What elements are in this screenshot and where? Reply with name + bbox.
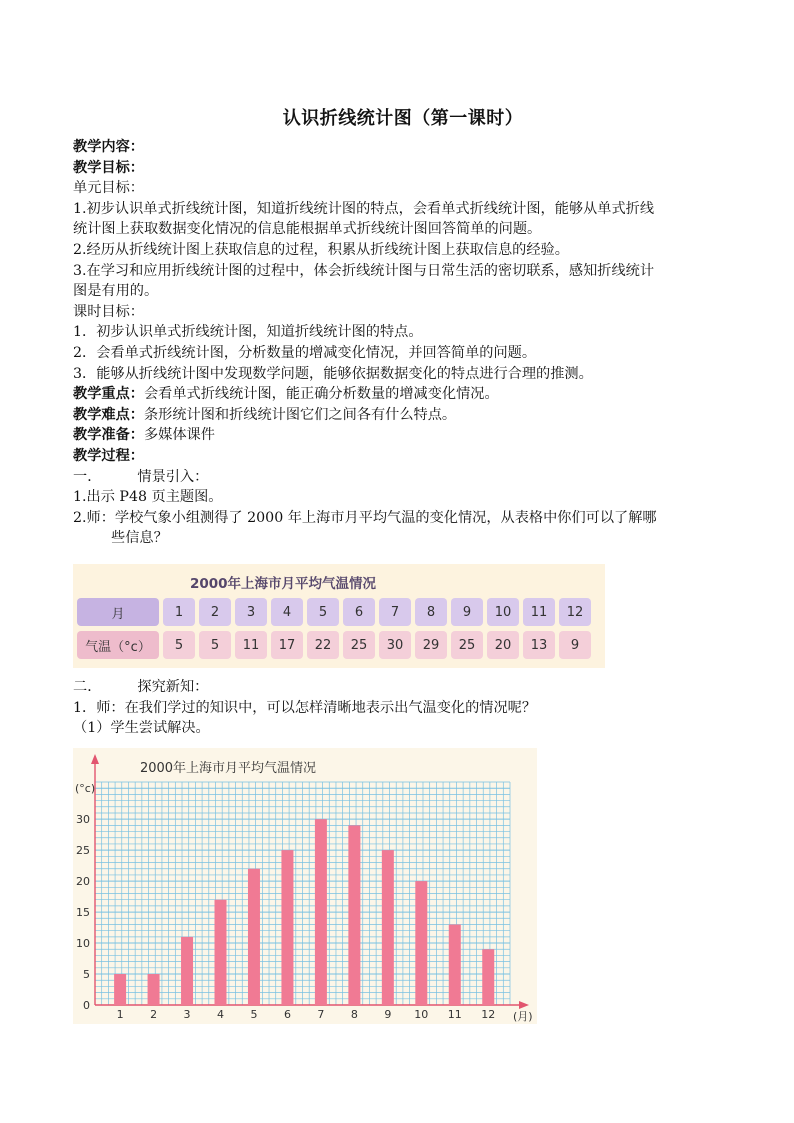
table-cell-month: 6 [343, 598, 375, 626]
table-cell-month: 3 [235, 598, 267, 626]
table-cell-month: 9 [451, 598, 483, 626]
x-tick-label: 6 [283, 1008, 291, 1021]
key-point-text: 会看单式折线统计图，能正确分析数量的增减变化情况。 [143, 386, 499, 403]
table-cell-month: 11 [523, 598, 555, 626]
table-row-label-month: 月 [77, 598, 159, 626]
table-cell-temperature: 25 [451, 631, 483, 659]
x-tick-label: 11 [447, 1008, 462, 1021]
document-title: 认识折线统计图（第一课时） [282, 108, 524, 129]
bar [348, 825, 360, 1005]
section-1-number: 一． [73, 468, 102, 485]
table-cell-temperature: 13 [523, 631, 555, 659]
table-cell-temperature: 9 [559, 631, 591, 659]
document-body-2 [73, 677, 733, 739]
bar [281, 850, 293, 1005]
table-cell-month: 12 [559, 598, 591, 626]
x-tick-label: 8 [350, 1008, 358, 1021]
x-axis-arrow [519, 1001, 529, 1009]
y-tick-label: 30 [76, 813, 90, 827]
key-point-line [73, 384, 733, 405]
table-cell-temperature: 20 [487, 631, 519, 659]
bar [248, 869, 260, 1005]
difficulty-line [73, 405, 733, 426]
bar [415, 881, 427, 1005]
table-cell-temperature: 11 [235, 631, 267, 659]
key-point-label: 教学重点： [73, 386, 144, 403]
section-1-title: 情景引入： [137, 468, 209, 485]
x-tick-label: 4 [217, 1008, 225, 1021]
prep-text: 多媒体课件 [143, 427, 215, 444]
table-cell-month: 7 [379, 598, 411, 626]
table-cell-temperature: 30 [379, 631, 411, 659]
bar [449, 924, 461, 1005]
bar [215, 900, 227, 1005]
lesson-goals-label: 课时目标： [73, 303, 144, 320]
prep-line [73, 425, 733, 446]
label-teaching-goals: 教学目标： [73, 159, 144, 176]
table-cell-temperature: 5 [163, 631, 195, 659]
bar [315, 819, 327, 1005]
x-tick-label: 5 [250, 1008, 258, 1021]
x-tick-label: 1 [116, 1008, 124, 1021]
x-tick-label: 3 [183, 1008, 191, 1021]
section-2-number: 二． [73, 679, 102, 695]
difficulty-text: 条形统计图和折线统计图它们之间各有什么特点。 [143, 406, 457, 423]
table-cell-temperature: 29 [415, 631, 447, 659]
x-tick-label: 10 [414, 1008, 429, 1021]
y-tick-label: 25 [76, 844, 90, 858]
unit-goal-3a: 3.在学习和应用折线统计图的过程中，体会折线统计图与日常生活的密切联系，感知折线统计 [73, 262, 655, 279]
chart-title: 2000年上海市月平均气温情况 [139, 761, 317, 776]
bar-chart [73, 748, 537, 1024]
temperature-table [73, 564, 605, 668]
y-tick-label: 20 [76, 875, 90, 889]
table-cell-month: 10 [487, 598, 519, 626]
lesson-goal-2: 2．会看单式折线统计图，分析数量的增减变化情况，并回答简单的问题。 [73, 344, 537, 361]
unit-goal-1a: 1.初步认识单式折线统计图，知道折线统计图的特点，会看单式折线统计图，能够从单式折线 [73, 200, 655, 217]
lesson-goal-1: 1．初步认识单式折线统计图，知道折线统计图的特点。 [73, 324, 423, 341]
prep-label: 教学准备： [73, 427, 144, 444]
lesson-goal-3: 3．能够从折线统计图中发现数学问题，能够依据数据变化的特点进行合理的推测。 [73, 365, 593, 382]
section-2-title: 探究新知： [137, 679, 209, 695]
document-body [73, 137, 733, 549]
step-2b: 些信息？ [111, 530, 168, 547]
bar [148, 974, 160, 1005]
table-cell-month: 8 [415, 598, 447, 626]
y-tick-label: 15 [76, 906, 90, 920]
x-axis-label: (月) [513, 1010, 533, 1023]
table-title: 2000年上海市月平均气温情况 [189, 576, 377, 592]
x-tick-label: 7 [317, 1008, 325, 1021]
y-tick-label: 5 [83, 968, 90, 982]
y-axis-arrow [91, 754, 99, 764]
x-tick-label: 9 [384, 1008, 392, 1021]
label-teaching-content: 教学内容： [73, 139, 144, 155]
bar [114, 974, 126, 1005]
unit-goals-label: 单元目标： [73, 180, 144, 197]
step-2a: 2.师：学校气象小组测得了 2000 年上海市月平均气温的变化情况，从表格中你们可以了解哪 [73, 509, 657, 526]
process-label: 教学过程： [73, 447, 144, 464]
x-tick-label: 12 [481, 1008, 496, 1021]
table-cell-temperature: 5 [199, 631, 231, 659]
bar-chart-svg [73, 748, 537, 1024]
y-tick-label: 10 [76, 937, 90, 951]
table-cell-month: 4 [271, 598, 303, 626]
table-row-months [77, 598, 601, 626]
bar [382, 850, 394, 1005]
difficulty-label: 教学难点： [73, 406, 144, 423]
x-tick-label: 2 [150, 1008, 158, 1021]
bar [482, 949, 494, 1005]
y-axis-label: (°c) [75, 782, 96, 795]
unit-goal-3b: 图是有用的。 [73, 283, 159, 300]
table-cell-temperature: 17 [271, 631, 303, 659]
table-row-label-temperature: 气温（°c） [77, 631, 159, 659]
table-cell-temperature: 22 [307, 631, 339, 659]
section-2-heading [73, 677, 733, 698]
step-4: （1）学生尝试解决。 [73, 720, 210, 737]
table-cell-month: 2 [199, 598, 231, 626]
y-tick-label: 0 [83, 999, 90, 1012]
table-row-temperatures [77, 631, 601, 659]
step-3: 1．师：在我们学过的知识中，可以怎样清晰地表示出气温变化的情况呢？ [73, 699, 537, 716]
table-cell-temperature: 25 [343, 631, 375, 659]
unit-goal-2: 2.经历从折线统计图上获取信息的过程，积累从折线统计图上获取信息的经验。 [73, 241, 569, 258]
unit-goal-1b: 统计图上获取数据变化情况的信息能根据单式折线统计图回答简单的问题。 [73, 221, 542, 238]
table-cell-month: 5 [307, 598, 339, 626]
section-1-heading [73, 467, 733, 488]
bar [181, 937, 193, 1005]
table-cell-month: 1 [163, 598, 195, 626]
step-1: 1.出示 P48 页主题图。 [73, 489, 223, 506]
